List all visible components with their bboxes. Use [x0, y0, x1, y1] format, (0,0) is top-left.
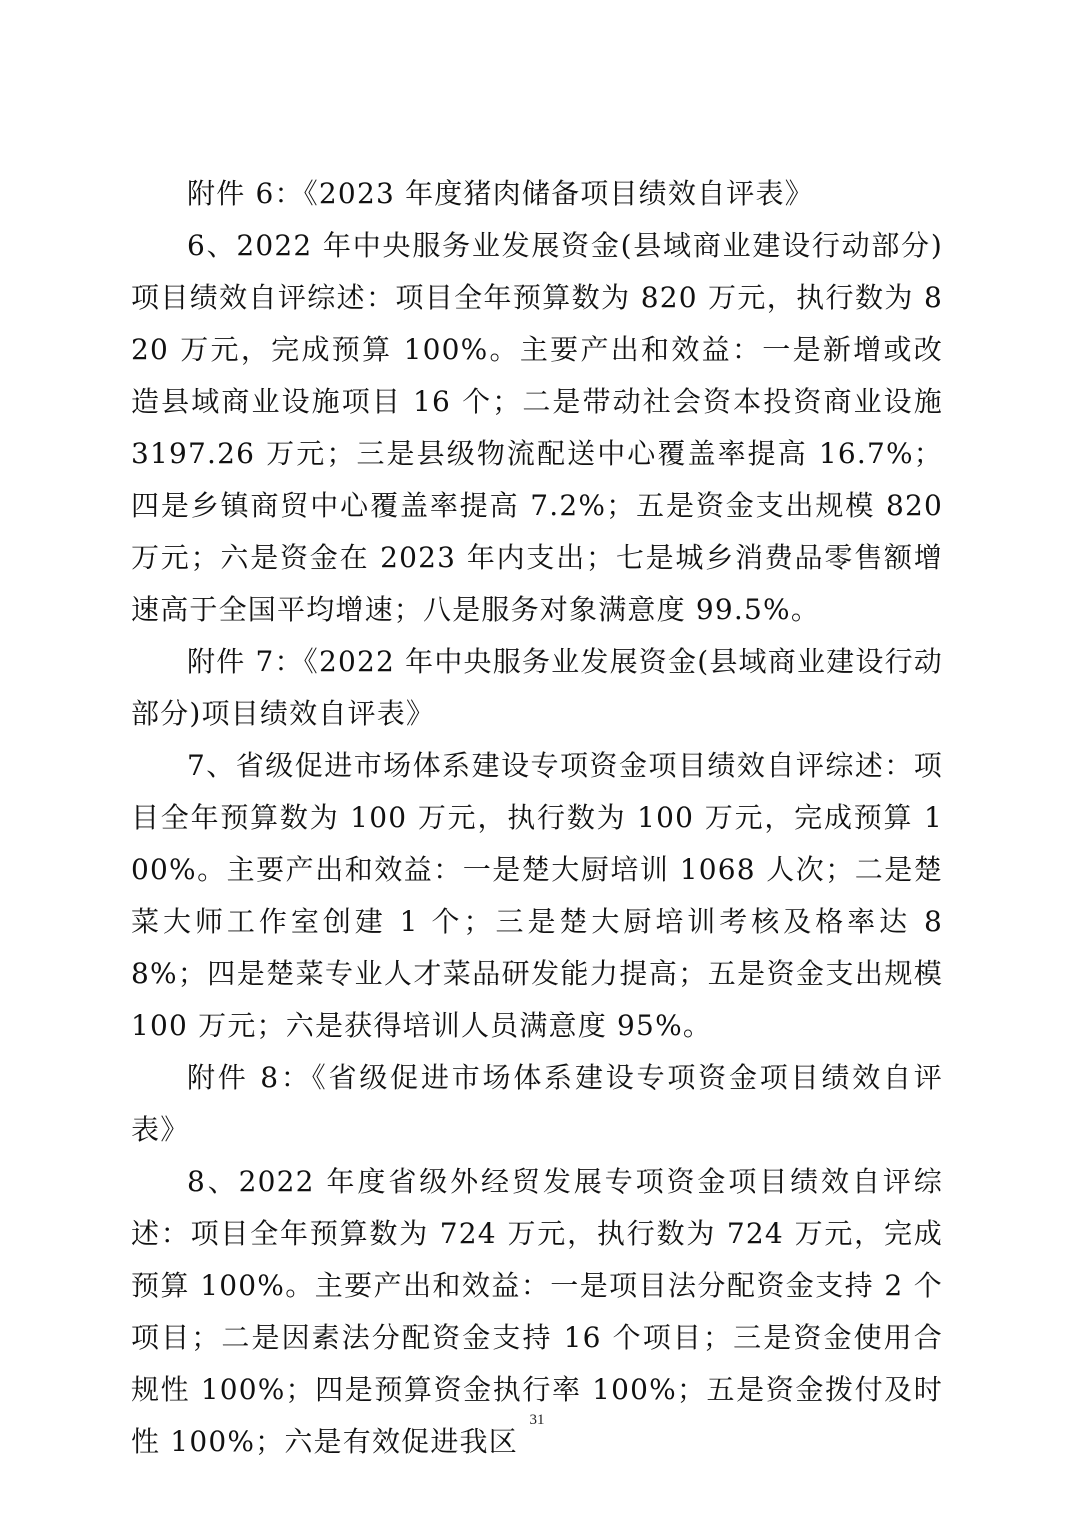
paragraph-item-6: 6、2022 年中央服务业发展资金(县域商业建设行动部分)项目绩效自评综述：项目全年预算数为 820 万元，执行数为 820 万元，完成预算 100%。主要产出和效益：一是新增或改造县域商业设施项目 16 个；二是带动社会资本投资商业设施 3197.26 万元；三是县级物流配送中心覆盖率提高 16.7%；四是乡镇商贸中心覆盖率提高 7.2%；五是资金支出规模 820 万元；六是资金在 2023 年内支出；七是城乡消费品零售额增速高于全国平均增速；八是服务对象满意度 99.5%。 [131, 229, 943, 626]
attachment-6-reference: 附件 6：《2023 年度猪肉储备项目绩效自评表》 [187, 177, 814, 210]
document-body [131, 168, 943, 1468]
attachment-8-reference: 附件 8：《省级促进市场体系建设专项资金项目绩效自评表》 [131, 1061, 943, 1146]
paragraph-item-7: 7、省级促进市场体系建设专项资金项目绩效自评综述：项目全年预算数为 100 万元，执行数为 100 万元，完成预算 100%。主要产出和效益：一是楚大厨培训 1068 人次；二是楚菜大师工作室创建 1 个；三是楚大厨培训考核及格率达 88%；四是楚菜专业人才菜品研发能力提高；五是资金支出规模 100 万元；六是获得培训人员满意度 95%。 [131, 749, 943, 1042]
page-number: 31 [529, 1412, 545, 1428]
paragraph-item-8: 8、2022 年度省级外经贸发展专项资金项目绩效自评综述：项目全年预算数为 724 万元，执行数为 724 万元，完成预算 100%。主要产出和效益：一是项目法分配资金支持 2 个项目；二是因素法分配资金支持 16 个项目；三是资金使用合规性 100%；四是预算资金执行率 100%；五是资金拨付及时性 100%；六是有效促进我区 [131, 1165, 943, 1458]
attachment-7-reference: 附件 7：《2022 年中央服务业发展资金(县域商业建设行动部分)项目绩效自评表》 [131, 645, 943, 730]
